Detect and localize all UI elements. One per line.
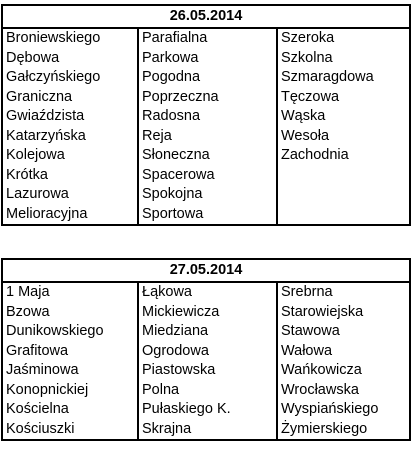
street-name-cell: Sportowa <box>138 205 277 226</box>
street-name-cell <box>277 166 410 186</box>
table-header-row <box>2 5 410 28</box>
table-row <box>2 361 410 381</box>
street-name-cell: Skrajna <box>138 420 277 441</box>
street-name-cell: Mickiewicza <box>138 303 277 323</box>
street-name-cell: Kościelna <box>2 400 138 420</box>
date-header: 26.05.2014 <box>2 5 410 28</box>
table-row <box>2 420 410 441</box>
street-name-cell: Słoneczna <box>138 146 277 166</box>
street-name-cell: Graniczna <box>2 88 138 108</box>
street-name-cell: Piastowska <box>138 361 277 381</box>
street-name-cell: Parkowa <box>138 49 277 69</box>
street-name-cell: Pogodna <box>138 68 277 88</box>
street-name-cell: Broniewskiego <box>2 28 138 49</box>
street-name-cell: Stawowa <box>277 322 410 342</box>
street-name-cell: Polna <box>138 381 277 401</box>
street-name-cell: Pułaskiego K. <box>138 400 277 420</box>
street-name-cell: Dębowa <box>2 49 138 69</box>
street-name-cell: Parafialna <box>138 28 277 49</box>
table-row <box>2 107 410 127</box>
street-name-cell: Ogrodowa <box>138 342 277 362</box>
street-name-cell: Tęczowa <box>277 88 410 108</box>
street-name-cell: Reja <box>138 127 277 147</box>
street-name-cell: Zachodnia <box>277 146 410 166</box>
street-name-cell: Wąska <box>277 107 410 127</box>
table-row <box>2 49 410 69</box>
street-name-cell: Wałowa <box>277 342 410 362</box>
schedule-table-27-05-2014 <box>1 258 411 441</box>
date-header: 27.05.2014 <box>2 259 410 282</box>
street-name-cell: Gwiaździsta <box>2 107 138 127</box>
street-name-cell: Poprzeczna <box>138 88 277 108</box>
street-name-cell: Kościuszki <box>2 420 138 441</box>
table-row <box>2 400 410 420</box>
street-name-cell: Kolejowa <box>2 146 138 166</box>
street-name-cell: Radosna <box>138 107 277 127</box>
street-name-cell: Lazurowa <box>2 185 138 205</box>
street-name-cell: Srebrna <box>277 282 410 303</box>
street-name-cell: Spokojna <box>138 185 277 205</box>
table-row <box>2 146 410 166</box>
street-name-cell: Grafitowa <box>2 342 138 362</box>
street-name-cell: Konopnickiej <box>2 381 138 401</box>
street-name-cell: Starowiejska <box>277 303 410 323</box>
street-name-cell <box>277 185 410 205</box>
street-name-cell: Dunikowskiego <box>2 322 138 342</box>
street-name-cell: Szmaragdowa <box>277 68 410 88</box>
street-name-cell: Wyspiańskiego <box>277 400 410 420</box>
street-name-cell: Melioracyjna <box>2 205 138 226</box>
street-name-cell: Bzowa <box>2 303 138 323</box>
table-row <box>2 185 410 205</box>
table-row <box>2 205 410 226</box>
street-name-cell: Miedziana <box>138 322 277 342</box>
street-name-cell: Spacerowa <box>138 166 277 186</box>
schedule-table-26-05-2014 <box>1 4 411 226</box>
table-row <box>2 88 410 108</box>
street-name-cell: Krótka <box>2 166 138 186</box>
street-name-cell: Wesoła <box>277 127 410 147</box>
street-name-cell: Wrocławska <box>277 381 410 401</box>
table-header-row <box>2 259 410 282</box>
table-row <box>2 127 410 147</box>
table-row <box>2 381 410 401</box>
street-name-cell: Szeroka <box>277 28 410 49</box>
street-name-cell: Żymierskiego <box>277 420 410 441</box>
street-name-cell: Gałczyńskiego <box>2 68 138 88</box>
street-name-cell: Wańkowicza <box>277 361 410 381</box>
street-name-cell: Jaśminowa <box>2 361 138 381</box>
table-row <box>2 28 410 49</box>
table-row <box>2 303 410 323</box>
table-row <box>2 282 410 303</box>
table-row <box>2 342 410 362</box>
table-row <box>2 322 410 342</box>
street-name-cell: Katarzyńska <box>2 127 138 147</box>
street-name-cell <box>277 205 410 226</box>
street-name-cell: 1 Maja <box>2 282 138 303</box>
table-row <box>2 68 410 88</box>
table-row <box>2 166 410 186</box>
street-name-cell: Łąkowa <box>138 282 277 303</box>
street-name-cell: Szkolna <box>277 49 410 69</box>
